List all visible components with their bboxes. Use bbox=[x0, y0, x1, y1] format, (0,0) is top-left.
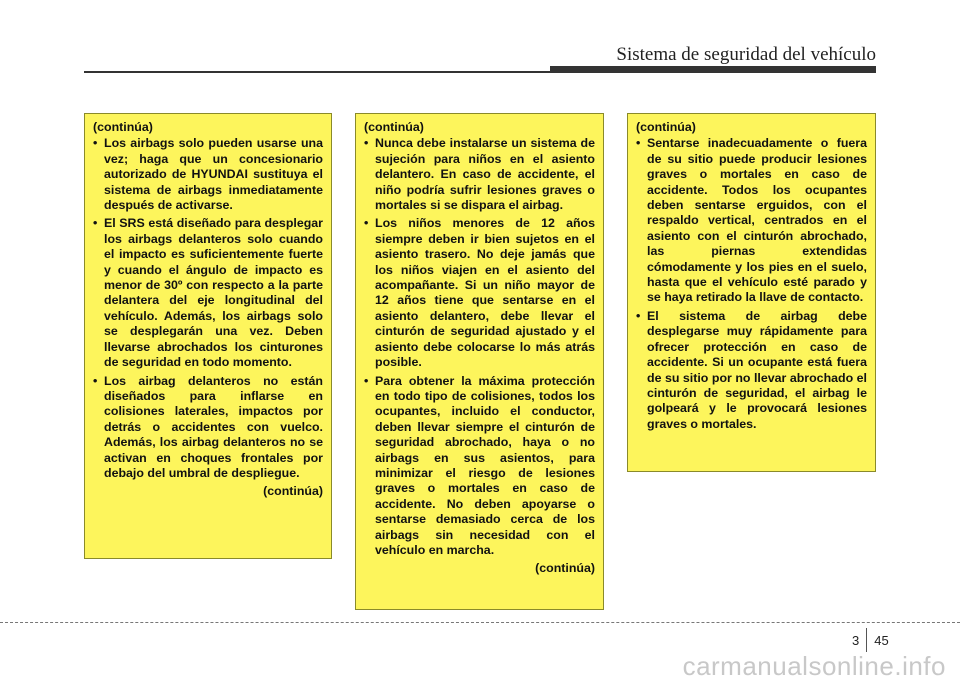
list-item-text: Los niños menores de 12 años siempre deben ir bien sujetos en el asiento trasero. No deje jamás que los niños viajen en el asiento del acompañante. Si un niño mayor de 12 años tiene que sentarse en el asiento delantero, debe llevar el cinturón de seguridad ajustado y el asiento debe colocarse lo más atrás posible. bbox=[375, 216, 595, 370]
bullet-icon: • bbox=[93, 136, 98, 151]
page-separator bbox=[866, 628, 867, 652]
list-item-text: Sentarse inadecuadamente o fuera de su sitio puede producir lesiones graves o mortales en caso de accidente. Todos los ocupantes deben sentarse erguidos, con el respaldo vertical, centrados en el asiento con el cinturón abrochado, las piernas extendidas cómodamente y los pies en el suelo, hasta que el vehículo esté parado y se haya retirado la llave de contacto. bbox=[647, 136, 867, 305]
list-item bbox=[364, 136, 595, 213]
list-item-text: Nunca debe instalarse un sistema de sujeción para niños en el asiento delantero. En caso de accidente, el niño podría sufrir lesiones graves o mortales si se dispara el airbag. bbox=[375, 136, 595, 213]
list-item bbox=[364, 216, 595, 370]
panel-heading: (continúa) bbox=[364, 120, 424, 134]
list-item bbox=[93, 374, 323, 482]
warning-panel-1 bbox=[84, 113, 332, 559]
list-item bbox=[636, 309, 867, 432]
section-title: Sistema de seguridad del vehículo bbox=[616, 44, 876, 65]
warning-list bbox=[636, 136, 867, 432]
page-number bbox=[852, 628, 889, 652]
continue-note: (continúa) bbox=[263, 484, 323, 499]
list-item bbox=[636, 136, 867, 305]
warning-list bbox=[93, 136, 323, 481]
warning-panel-2 bbox=[355, 113, 604, 610]
header-rule-accent bbox=[550, 66, 876, 73]
chapter-number: 3 bbox=[852, 632, 860, 648]
list-item-text: El SRS está diseñado para desplegar los airbags delanteros solo cuando el impacto es suficientemente fuerte y cuando el ángulo de impacto es menor de 30º con respecto a la parte delantera del eje longitudinal del vehículo. Además, los airbags solo se desplegarán una vez. Deben llevarse abrochados los cinturones de seguridad en todo momento. bbox=[104, 216, 323, 370]
list-item bbox=[93, 136, 323, 213]
bullet-icon: • bbox=[93, 373, 98, 388]
list-item-text: Los airbag delanteros no están diseñados para inflarse en colisiones laterales, impactos por detrás o accidentes con vuelco. Además, los airbag delanteros no se activan en choques frontales por debajo del umbral de despliegue. bbox=[104, 373, 323, 480]
panel-heading: (continúa) bbox=[636, 120, 696, 134]
list-item bbox=[93, 216, 323, 370]
list-item bbox=[364, 374, 595, 559]
list-item-text: Para obtener la máxima protección en todo tipo de colisiones, todos los ocupantes, incluido el conductor, deben llevar siempre el cinturón de seguridad abrochado, haya o no airbags en sus asientos, para minimizar el riesgo de lesiones graves o mortales en caso de accidente. No deben apoyarse o sentarse demasiado cerca de los airbags sin necesidad con el vehículo en marcha. bbox=[375, 373, 595, 557]
bullet-icon: • bbox=[364, 216, 369, 231]
bullet-icon: • bbox=[364, 136, 369, 151]
watermark: carmanualsonline.info bbox=[682, 651, 946, 681]
list-item-text: El sistema de airbag debe desplegarse muy rápidamente para ofrecer protección en caso de accidente. Si un ocupante está fuera de su sitio por no llevar abrochado el cinturón de seguridad, el airbag le golpeará y le provocará lesiones graves o mortales. bbox=[647, 308, 867, 431]
bullet-icon: • bbox=[93, 216, 98, 231]
continue-note: (continúa) bbox=[535, 561, 595, 576]
bullet-icon: • bbox=[636, 308, 641, 323]
bullet-icon: • bbox=[636, 136, 641, 151]
panel-heading: (continúa) bbox=[93, 120, 153, 134]
bullet-icon: • bbox=[364, 373, 369, 388]
footer-rule bbox=[0, 622, 960, 623]
warning-list bbox=[364, 136, 595, 558]
header-rule bbox=[84, 71, 554, 73]
list-item-text: Los airbags solo pueden usarse una vez; haga que un concesionario autorizado de HYUNDAI sustituya el sistema de airbags inmediatamente después de activarse. bbox=[104, 136, 323, 213]
page-number-value: 45 bbox=[874, 632, 889, 648]
warning-panel-3 bbox=[627, 113, 876, 472]
